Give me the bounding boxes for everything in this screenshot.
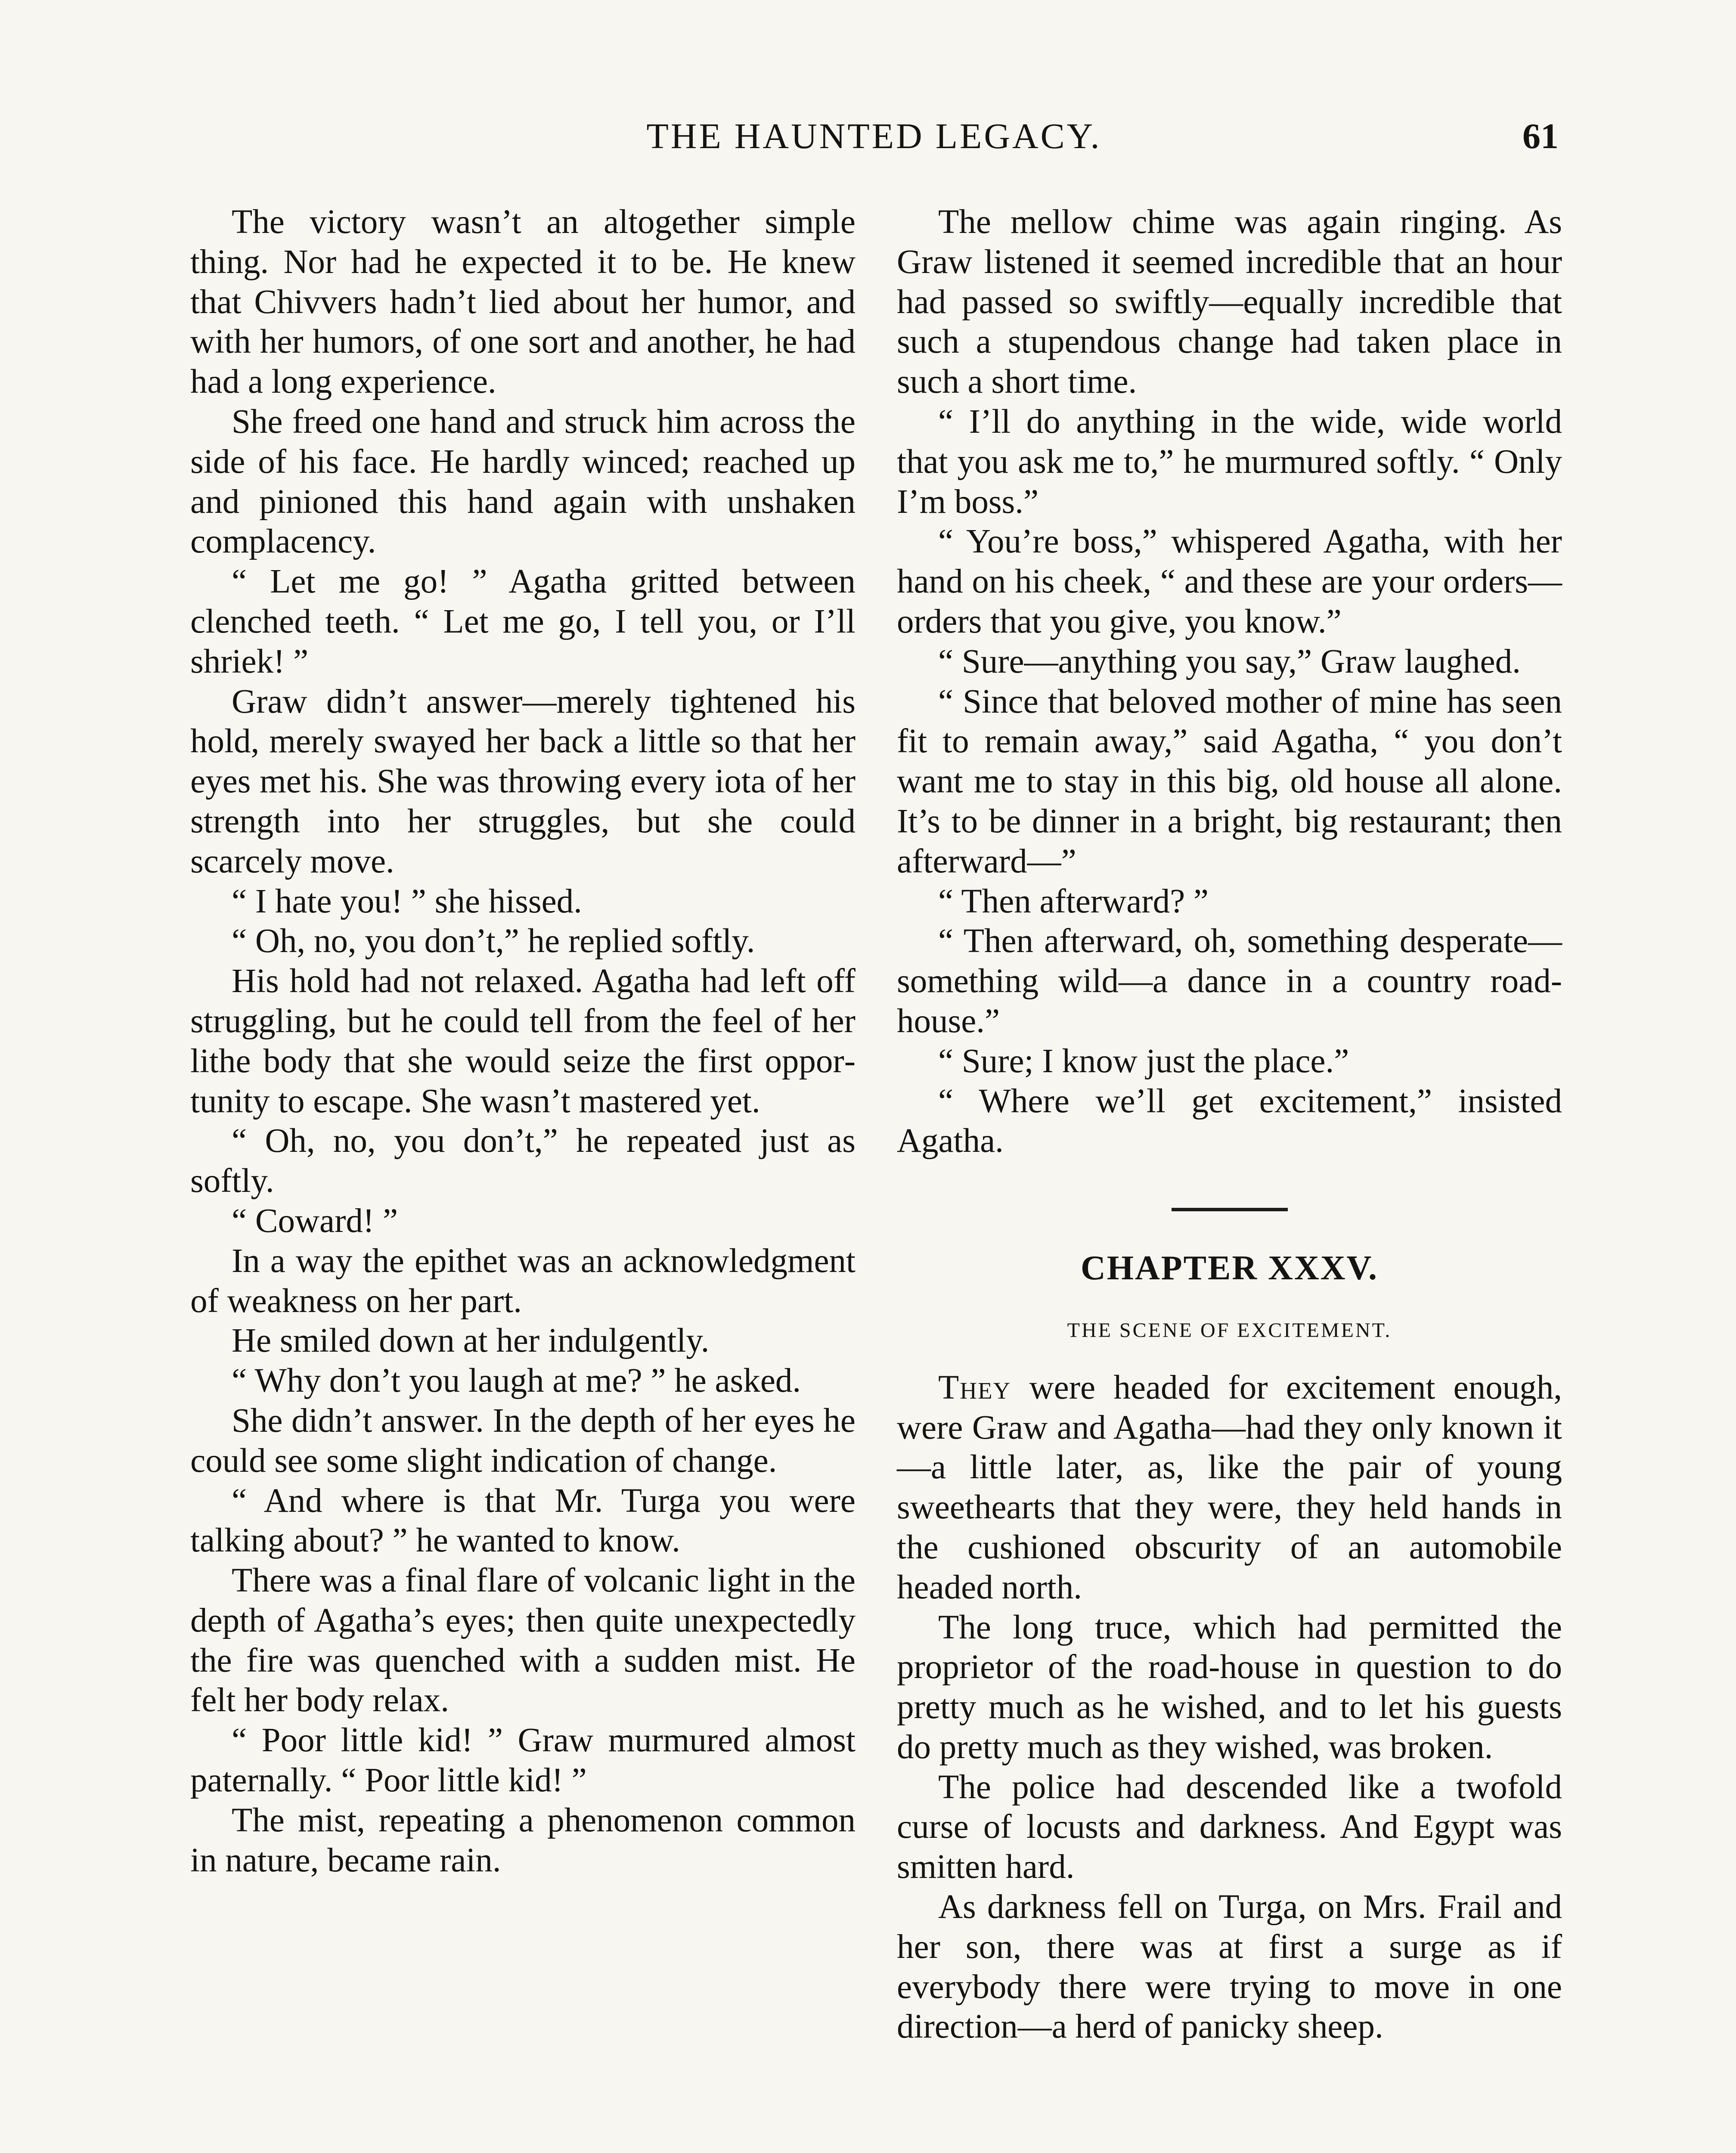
section-divider [1172, 1208, 1288, 1211]
paragraph: Graw didn’t answer—merely tightened his hold, merely swayed her back a little so that her eyes met his. She was throwing every iota of her strength into her struggles, but she could scarcely move. [190, 683, 856, 880]
chapter-opening-paragraph [897, 1368, 1562, 1608]
paragraph: “ Let me go! ” Agatha gritted between clenched teeth. “ Let me go, I tell you, or I’ll shriek! ” [190, 563, 856, 680]
paragraph: “ Then afterward, oh, something desperate—something wild—a dance in a country road-house.” [897, 922, 1562, 1040]
paragraph: “ Sure; I know just the place.” [938, 1042, 1349, 1080]
paragraph: “ Then afterward? ” [938, 882, 1209, 920]
chapter-title: CHAPTER XXXV. [1081, 1249, 1378, 1287]
paragraph: His hold had not relaxed. Agatha had left off struggling, but he could tell from the feel of her lithe body that she would seize the first opportunity to escape. She wasn’t mastered yet. [190, 962, 856, 1120]
paragraph: “ Why don’t you laugh at me? ” he asked. [232, 1362, 801, 1400]
paragraph: The mist, repeating a phenomenon common in nature, became rain. [190, 1801, 856, 1879]
paragraph: “ Poor little kid! ” Graw murmured almost paternally. “ Poor little kid! ” [190, 1722, 856, 1799]
paragraph: “ Sure—anything you say,” Graw laughed. [938, 642, 1521, 680]
paragraph: The police had descended like a twofold curse of locusts and darkness. And Egypt was smitten hard. [897, 1768, 1562, 1886]
running-title: THE HAUNTED LEGACY. [646, 116, 1102, 156]
paragraph: The mellow chime was again ringing. As Graw listened it seemed incredible that an hour had passed so swiftly—equally incredible that such a stupendous change had taken place in such a short time. [897, 203, 1562, 401]
paragraph: “ Oh, no, you don’t,” he replied softly. [232, 922, 755, 960]
paragraph: As darkness fell on Turga, on Mrs. Frail and her son, there was at first a surge as if everybody there were trying to move in one direction—a herd of panicky sheep. [897, 1888, 1562, 2046]
paragraph: “ I hate you! ” she hissed. [232, 882, 582, 920]
paragraph: “ Oh, no, you don’t,” he repeated just as softly. [190, 1122, 856, 1200]
paragraph: “ I’ll do anything in the wide, wide world that you ask me to,” he murmured softly. “ Only I’m boss.” [897, 403, 1562, 521]
chapter-lead-word: They [938, 1368, 1011, 1406]
paragraph: “ And where is that Mr. Turga you were talking about? ” he wanted to know. [190, 1482, 856, 1560]
paragraph: In a way the epithet was an acknowledgment of weakness on her part. [190, 1242, 856, 1320]
left-column [190, 202, 856, 1880]
paragraph: “ Where we’ll get excitement,” insisted Agatha. [897, 1082, 1562, 1160]
paragraph: “ Since that beloved mother of mine has seen fit to remain away,” said Agatha, “ you don’t want me to stay in this big, old house all alone. It’s to be dinner in a bright, big restaurant; then afterward—” [897, 683, 1562, 880]
page-number: 61 [1522, 116, 1559, 156]
paragraph: She freed one hand and struck him across the side of his face. He hardly winced; reached up and pinioned this hand again with unshaken complacency. [190, 403, 856, 561]
paragraph: There was a final flare of volcanic light in the depth of Agatha’s eyes; then quite unexpectedly the fire was quenched with a sudden mist. He felt her body relax. [190, 1562, 856, 1719]
paragraph: She didn’t answer. In the depth of her eyes he could see some slight indication of change. [190, 1402, 856, 1480]
paragraph: The victory wasn’t an altogether simple thing. Nor had he expected it to be. He knew that Chivvers hadn’t lied about her humor, and with her humors, of one sort and another, he had had a long experience. [190, 203, 856, 401]
right-column [897, 202, 1562, 2047]
paragraph: “ You’re boss,” whispered Agatha, with her hand on his cheek, “ and these are your orders—orders that you give, you know.” [897, 523, 1562, 640]
paragraph: He smiled down at her indulgently. [232, 1322, 710, 1360]
chapter-opening-text: were headed for excitement enough, were Graw and Agatha—had they only known it—a little later, as, like the pair of young sweethearts that they were, they held hands in the cushioned obscurity of an automobile headed north. [897, 1368, 1562, 1606]
running-head [189, 115, 1559, 163]
paragraph: The long truce, which had permitted the proprietor of the road-house in question to do pretty much as he wished, and to let his guests do pretty much as they wished, was broken. [897, 1608, 1562, 1766]
paragraph: “ Coward! ” [232, 1202, 398, 1240]
chapter-subtitle: THE SCENE OF EXCITEMENT. [1067, 1318, 1392, 1342]
